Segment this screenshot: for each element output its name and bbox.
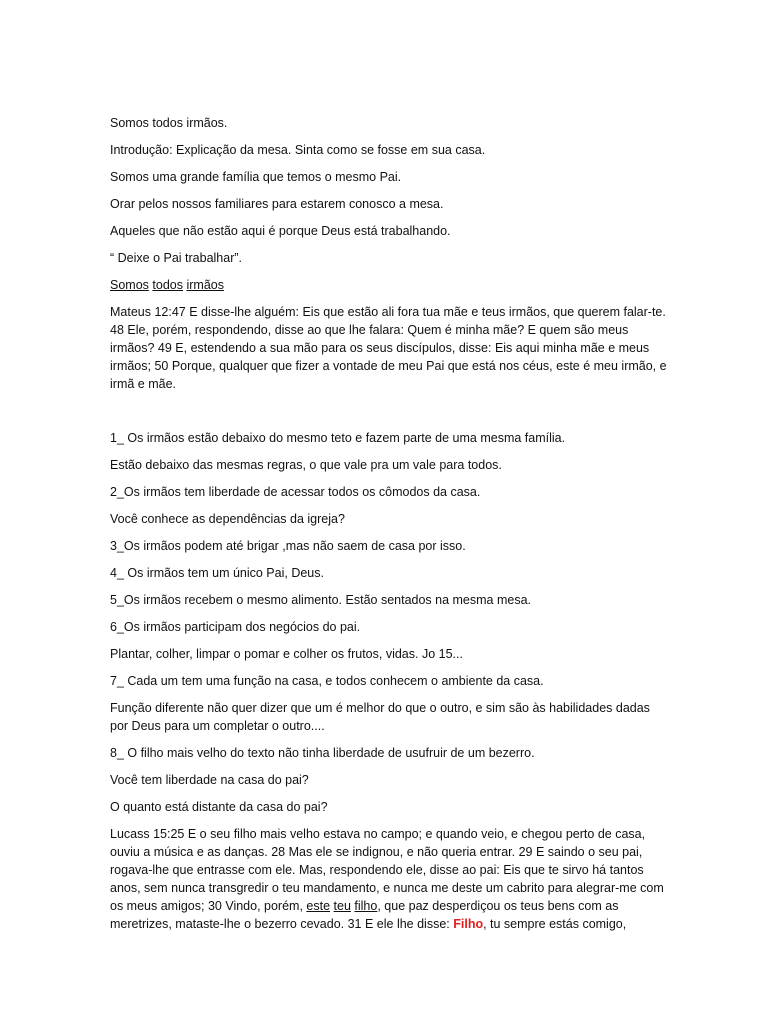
absent-line: Aqueles que não estão aqui é porque Deus está trabalhando.: [110, 224, 451, 238]
family-line: Somos uma grande família que temos o mesmo Pai.: [110, 170, 402, 184]
heading-word-2: todos: [152, 278, 183, 292]
point-2-detail: Você conhece as dependências da igreja?: [110, 512, 345, 526]
point-1-detail: Estão debaixo das mesmas regras, o que vale pra um vale para todos.: [110, 458, 502, 472]
point-1: 1_ Os irmãos estão debaixo do mesmo teto e fazem parte de uma mesma família.: [110, 431, 566, 445]
point-2: 2_Os irmãos tem liberdade de acessar todos os cômodos da casa.: [110, 485, 481, 499]
spacer: [110, 402, 670, 429]
lucas-text-3: , tu sempre estás comigo,: [483, 917, 627, 931]
mateus-verse: Mateus 12:47 E disse-lhe alguém: Eis que estão ali fora tua mãe e teus irmãos, que querem falar-te. 48 Ele, porém, respondendo, disse ao que lhe falara: Quem é minha mãe? E quem são meus irmãos? 49 E, estendendo a sua mão para os seus discípulos, disse: Eis aqui minha mãe e meus irmãos; 50 Porque, qualquer que fizer a vontade de meu Pai que está nos céus, este é meu irmão, e irmã e mãe.: [110, 305, 667, 391]
lucas-text-2: , que paz desperdiçou os teus bens com as meretrizes, mataste-lhe o bezerro cevado. 31 E ele lhe disse:: [110, 899, 619, 931]
lucas-verse: [110, 825, 670, 933]
doc-title: Somos todos irmãos.: [110, 116, 228, 130]
prayer-line: Orar pelos nossos familiares para estarem conosco a mesa.: [110, 197, 444, 211]
intro-line: Introdução: Explicação da mesa. Sinta como se fosse em sua casa.: [110, 143, 486, 157]
lucas-underline-filho: filho: [354, 899, 378, 913]
point-6: 6_Os irmãos participam dos negócios do pai.: [110, 620, 361, 634]
lucas-text-1: Lucass 15:25 E o seu filho mais velho estava no campo; e quando veio, e chegou perto de casa, ouviu a música e as danças. 28 Mas ele se indignou, e não queria entrar. 29 E saindo o seu pai, rogava-lhe que entrasse com ele. Mas, respondendo ele, disse ao pai: Eis que te sirvo há tantos anos, sem nunca transgredir o teu mandamento, e nunca me deste um cabrito para alegrar-me com os meus amigos; 30 Vindo, porém,: [110, 827, 664, 913]
point-7: 7_ Cada um tem uma função na casa, e todos conhecem o ambiente da casa.: [110, 674, 544, 688]
section-heading: [110, 276, 670, 294]
lucas-highlight-filho: Filho: [453, 917, 484, 931]
point-3: 3_Os irmãos podem até brigar ,mas não saem de casa por isso.: [110, 539, 466, 553]
point-6-detail: Plantar, colher, limpar o pomar e colher os frutos, vidas. Jo 15...: [110, 647, 463, 661]
point-5: 5_Os irmãos recebem o mesmo alimento. Estão sentados na mesma mesa.: [110, 593, 532, 607]
point-8-question-1: Você tem liberdade na casa do pai?: [110, 773, 309, 787]
heading-word-3: irmãos: [186, 278, 224, 292]
lucas-underline-teu: teu: [333, 899, 351, 913]
point-8: 8_ O filho mais velho do texto não tinha liberdade de usufruir de um bezerro.: [110, 746, 535, 760]
lucas-underline-este: este: [306, 899, 331, 913]
heading-word-1: Somos: [110, 278, 149, 292]
quote-line: “ Deixe o Pai trabalhar”.: [110, 251, 243, 265]
point-7-detail: Função diferente não quer dizer que um é melhor do que o outro, e sim são às habilidades dadas por Deus para um completar o outro....: [110, 701, 650, 733]
point-8-question-2: O quanto está distante da casa do pai?: [110, 800, 328, 814]
document-page: [110, 114, 670, 942]
point-4: 4_ Os irmãos tem um único Pai, Deus.: [110, 566, 324, 580]
